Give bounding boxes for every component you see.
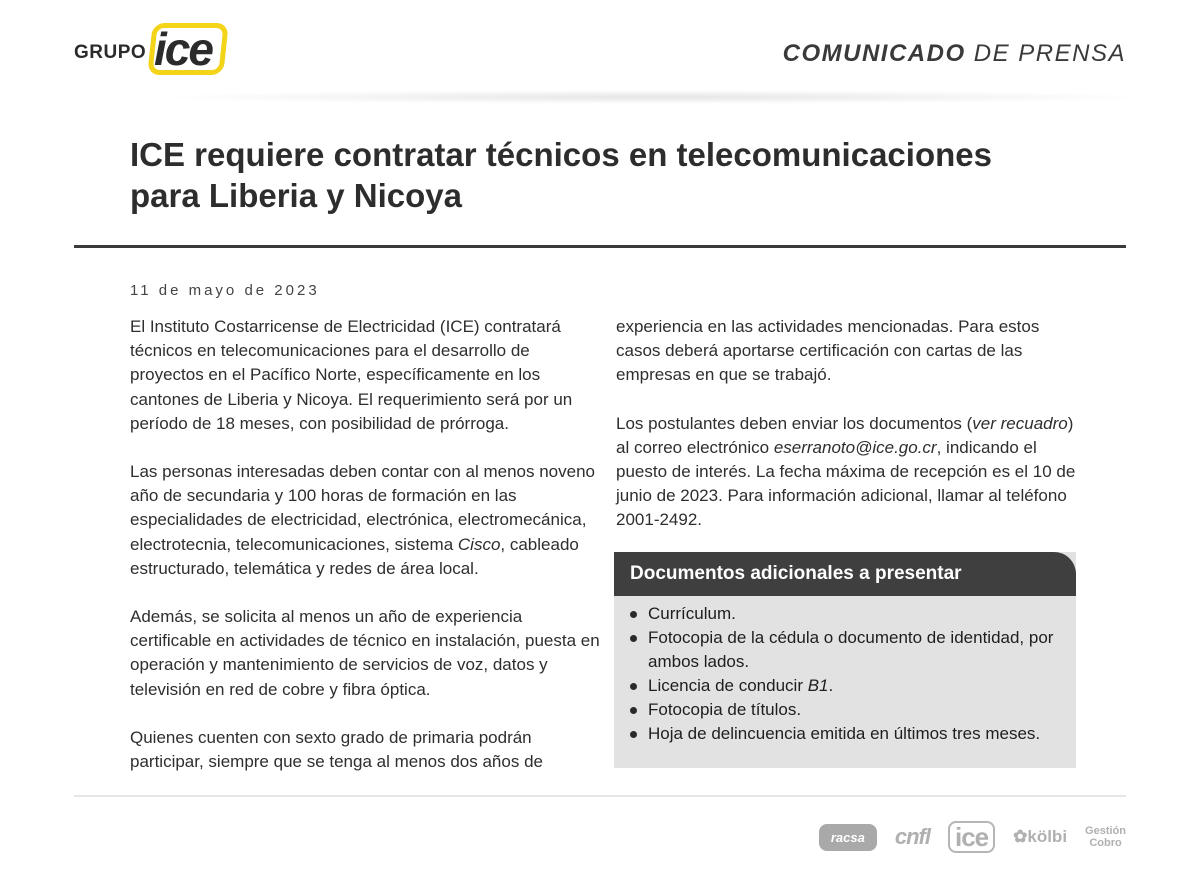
cnfl-logo: cnfl xyxy=(894,824,930,849)
text-span: , cableado estructurado, telemática y redes de área local. xyxy=(130,534,579,578)
paragraph-requirements xyxy=(130,460,600,581)
kolbi-logo: ✿kölbi xyxy=(1013,827,1068,846)
paragraph-experience: Además, se solicita al menos un año de experiencia certificable en actividades de técnico en instalación, puesta en operación y mantenimiento de servicios de voz, datos y televisión en red de cobre y fibra óptica. xyxy=(130,607,600,699)
text-span: , indicando el puesto de interés. La fecha máxima de recepción es el 10 de junio de 2023. Para información adicional, llamar al teléfono 2001-2492. xyxy=(616,437,1076,530)
list-item-italic: B1 xyxy=(807,676,829,695)
text-italic: Cisco xyxy=(457,534,501,554)
grupo-ice-logo xyxy=(74,20,234,80)
brand-logos xyxy=(819,820,1126,854)
list-item xyxy=(628,602,1076,626)
cobro-line: Cobro xyxy=(1089,837,1122,849)
press-label-bold: COMUNICADO xyxy=(782,40,966,67)
article-title: ICE requiere contratar técnicos en telecomunicaciones para Liberia y Nicoya xyxy=(130,136,992,214)
list-item-text: Hoja de delincuencia emitida en últimos tres meses. xyxy=(648,724,1041,743)
bullet-icon xyxy=(630,707,637,714)
bullet-icon xyxy=(630,611,637,618)
list-item-text: Licencia de conducir xyxy=(648,676,808,695)
list-item-text: . xyxy=(828,676,834,695)
text-span: ) al correo electrónico xyxy=(616,413,1074,457)
text-span: Las personas interesadas deben contar con al menos noveno año de secundaria y 100 horas de formación en las especialidades de electricidad, electrónica, electromecánica, electrotecnia, telecomunicaciones, sistema xyxy=(130,462,595,554)
header-shadow xyxy=(150,90,1160,104)
paragraph-contact xyxy=(616,412,1086,533)
ice-logo: ice xyxy=(948,821,995,853)
documents-list xyxy=(614,602,1076,746)
list-item-text: Currículum. xyxy=(648,604,736,623)
page-header xyxy=(0,0,1200,100)
paragraph-primary: Quienes cuenten con sexto grado de primaria podrán participar, siempre que se tenga al menos dos años de xyxy=(130,727,543,772)
press-label-rest: DE PRENSA xyxy=(965,40,1126,67)
list-item xyxy=(628,698,1076,722)
list-item xyxy=(628,722,1076,746)
press-release-label xyxy=(783,40,1126,68)
gestion-cobro-logo xyxy=(1085,825,1126,849)
logo-grupo-text: GRUPO xyxy=(74,42,147,63)
documents-box xyxy=(614,552,1076,768)
footer-divider xyxy=(74,795,1126,797)
list-item xyxy=(628,674,1076,698)
gestion-line: Gestión xyxy=(1085,825,1126,837)
bullet-icon xyxy=(630,635,637,642)
list-item xyxy=(628,626,1076,674)
bullet-icon xyxy=(630,683,637,690)
paragraph-intro: El Instituto Costarricense de Electricidad (ICE) contratará técnicos en telecomunicaciones para el desarrollo de proyectos en el Pacífico Norte, específicamente en los cantones de Liberia y Nicoya. El requerimiento será por un período de 18 meses, con posibilidad de prórroga. xyxy=(130,317,573,433)
bullet-icon xyxy=(630,731,637,738)
left-column xyxy=(130,315,600,798)
paragraph-certification: experiencia en las actividades mencionadas. Para estos casos deberá aportarse certificación con cartas de las empresas en que se trabajó. xyxy=(616,317,1040,385)
logo-ice-text: ice xyxy=(154,23,212,75)
documents-box-heading: Documentos adicionales a presentar xyxy=(614,552,1076,596)
list-item-text: Fotocopia de la cédula o documento de identidad, por ambos lados. xyxy=(648,628,1054,671)
right-column xyxy=(616,315,1086,557)
text-span: Los postulantes deben enviar los documentos ( xyxy=(616,413,973,433)
text-italic: ver recuadro xyxy=(972,413,1068,433)
email-address: eserranoto@ice.go.cr xyxy=(773,437,937,457)
list-item-text: Fotocopia de títulos. xyxy=(648,700,802,719)
article-date: 11 de mayo de 2023 xyxy=(130,282,320,299)
title-divider xyxy=(74,245,1126,248)
racsa-logo: racsa xyxy=(819,824,877,851)
